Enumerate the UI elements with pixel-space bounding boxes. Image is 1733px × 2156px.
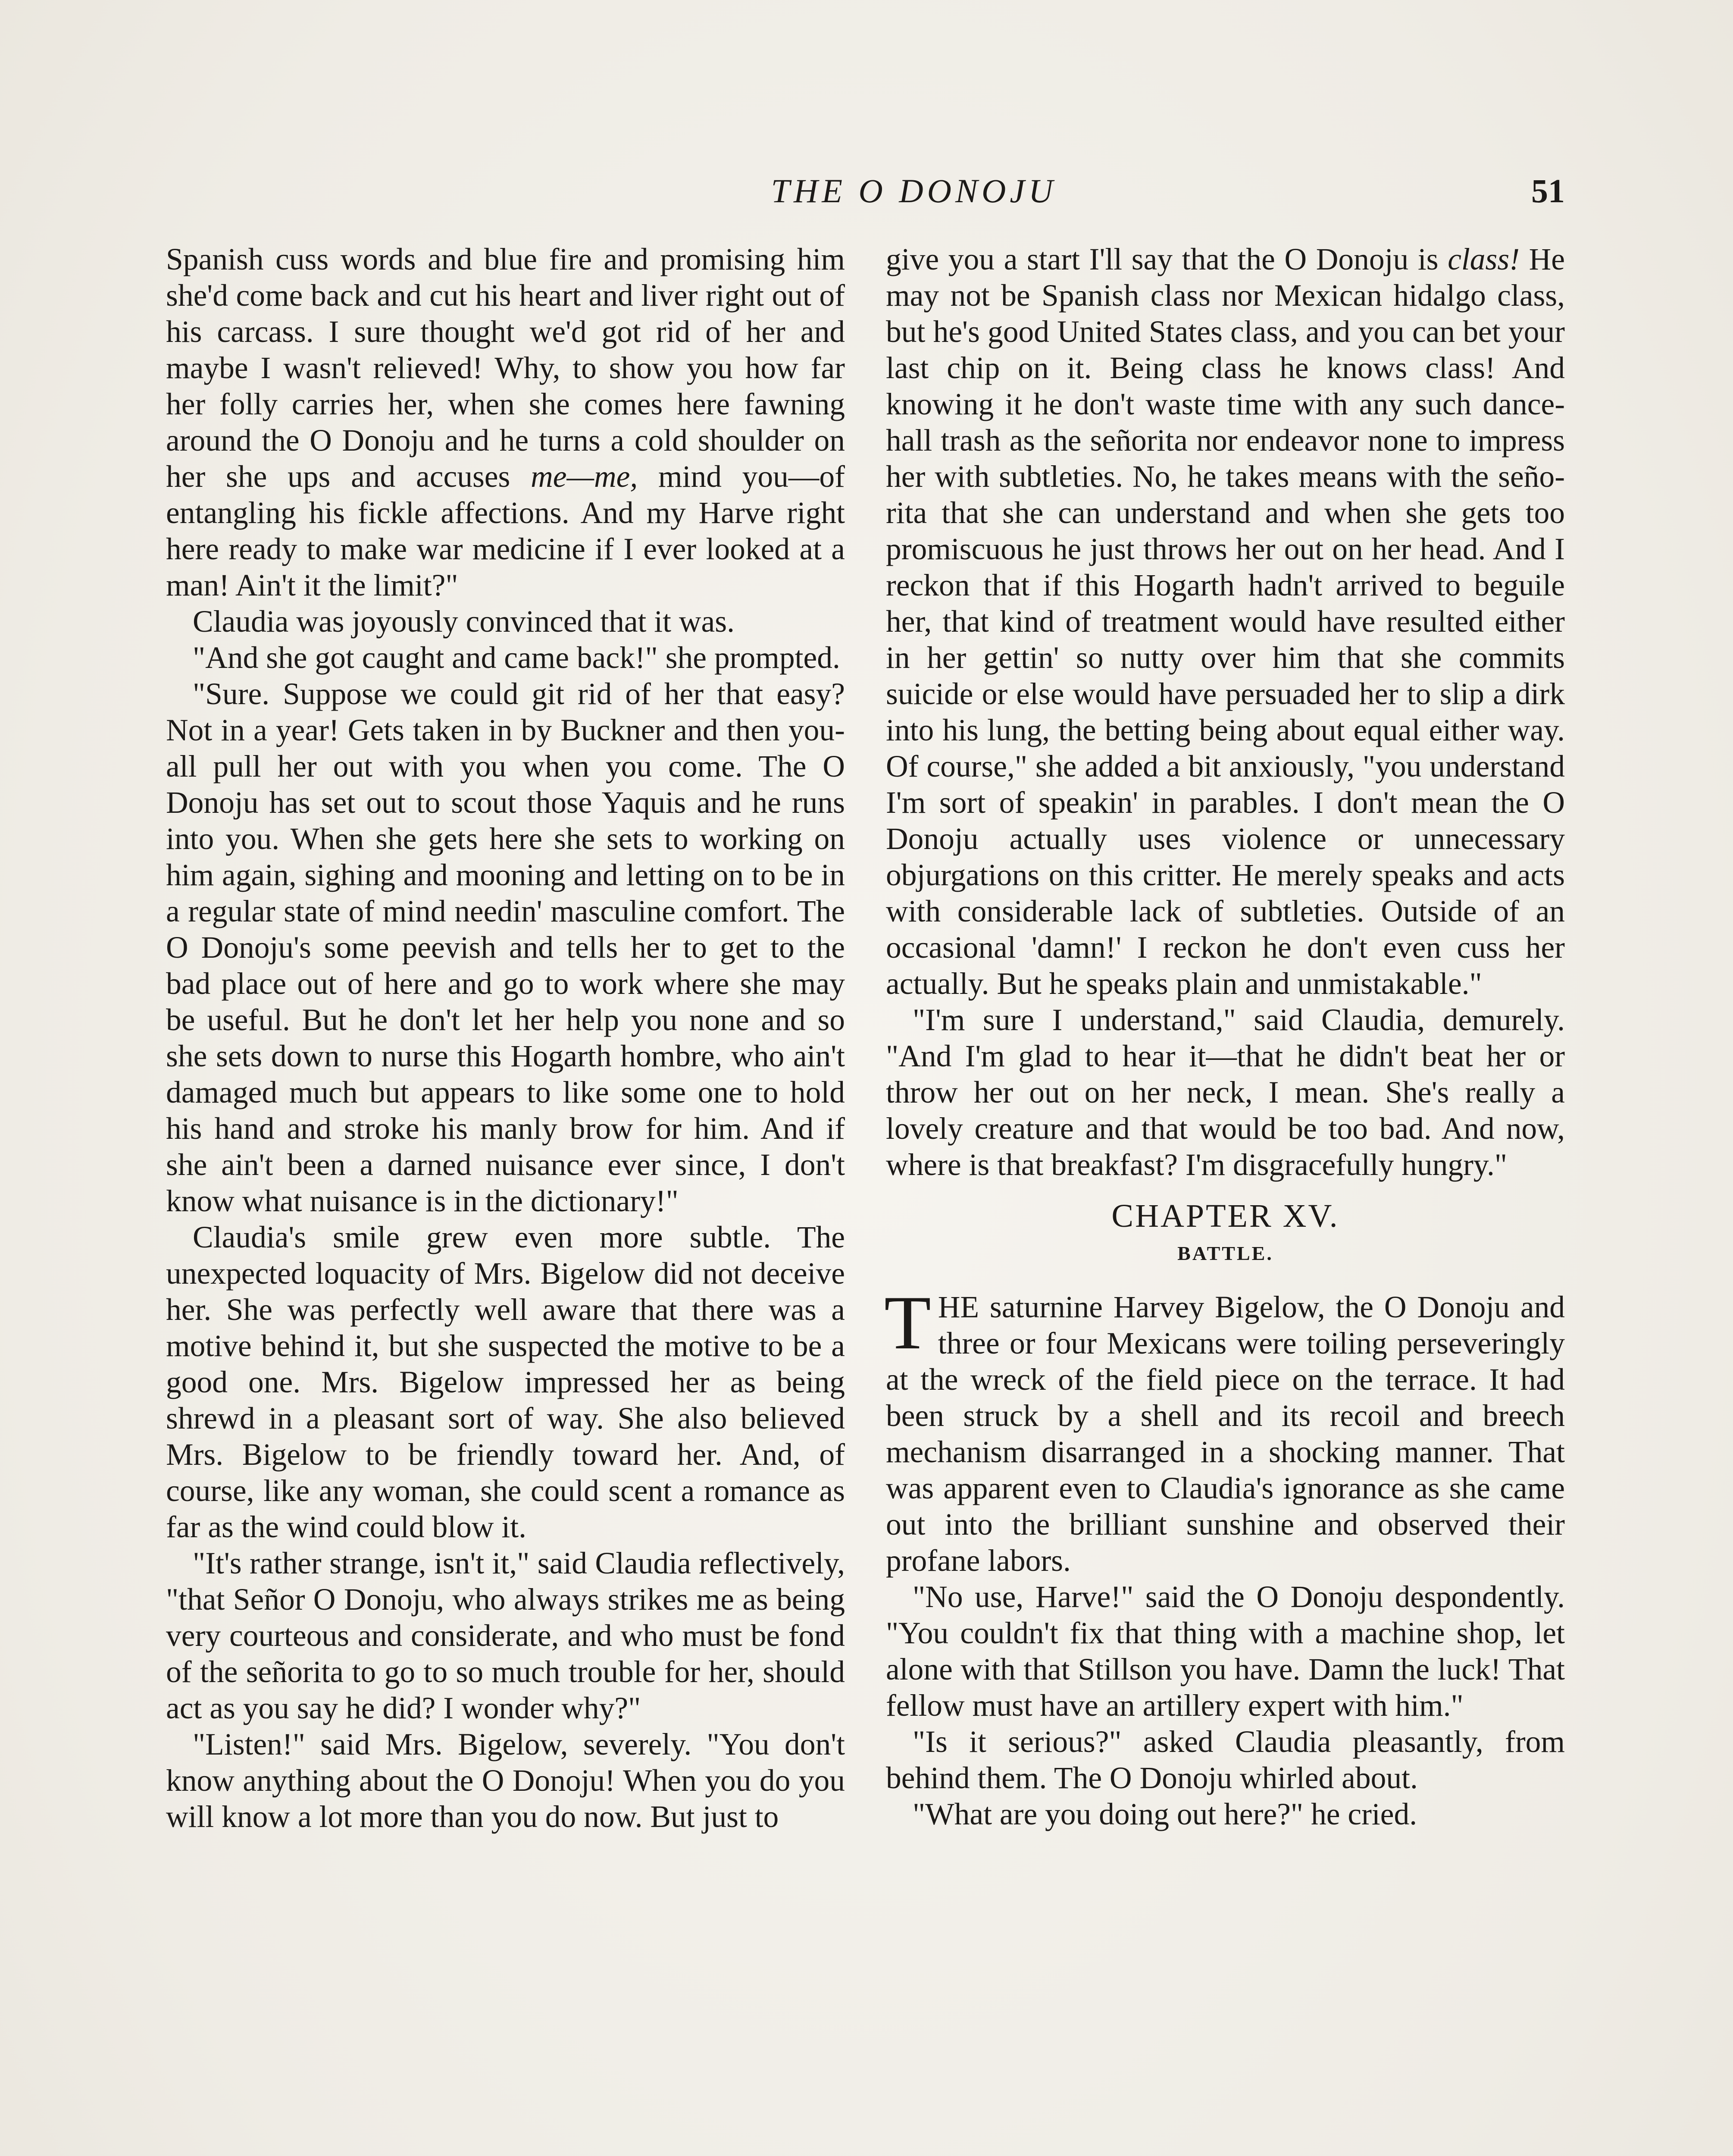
paragraph: "What are you doing out here?" he cried.	[913, 1797, 1417, 1831]
paragraph: "Is it serious?" asked Claudia pleasantly, from behind them. The O Donoju whirled about.	[886, 1725, 1565, 1795]
paragraph: Claudia was joyously convinced that it was.	[193, 605, 735, 639]
paragraph: "It's rather strange, isn't it," said Claudia reflectively, "that Señor O Donoju, who always strikes me as being very courteous and considerate, and who must be fond of the señorita to go to so much trouble for her, should act as you say he did? I wonder why?"	[166, 1546, 845, 1725]
left-column	[166, 241, 845, 1835]
paragraph: "I'm sure I understand," said Claudia, demurely. "And I'm glad to hear it—that he didn't beat her or throw her out on her neck, I mean. She's really a lovely creature and that would be too bad. And now, where is that breakfast? I'm disgracefully hungry."	[886, 1003, 1565, 1182]
paragraph: "Sure. Suppose we could git rid of her that easy? Not in a year! Gets taken in by Buckner and then you-all pull her out with you when you come. The O Donoju has set out to scout those Yaquis and he runs into you. When she gets here she sets to working on him again, sighing and mooning and letting on to be in a regular state of mind needin' masculine comfort. The O Donoju's some peevish and tells her to get to the bad place out of here and go to work where she may be useful. But he don't let her help you none and so she sets down to nurse this Hogarth hombre, who ain't damaged much but appears to like some one to hold his hand and stroke his manly brow for him. And if she ain't been a darned nuisance ever since, I don't know what nuisance is in the dictionary!"	[166, 677, 845, 1218]
paragraph-text: HE saturnine Harvey Bigelow, the O Donoju and three or four Mexicans were toiling perseveringly at the wreck of the field piece on the terrace. It had been struck by a shell and its recoil and breech mechanism disarranged in a shocking manner. That was apparent even to Claudia's ignorance as she came out into the brilliant sunshine and observed their profane labors.	[886, 1290, 1565, 1578]
right-column	[886, 241, 1565, 1833]
paragraph	[886, 241, 1565, 1002]
running-title: THE O DONOJU	[771, 172, 1057, 210]
chapter-subtitle: BATTLE.	[1177, 1242, 1273, 1264]
chapter-title: CHAPTER XV.	[1111, 1198, 1339, 1234]
emphasis-text: class!	[1448, 242, 1520, 276]
paragraph-text: Spanish cuss words and blue fire and promising him she'd come back and cut his heart and liver right out of his carcass. I sure thought we'd got rid of her and maybe I wasn't relieved! Why, to show you how far her folly carries her, when she comes here fawning around the O Donoju and he turns a cold shoulder on her she ups and accuses	[166, 242, 845, 494]
paragraph: "No use, Harve!" said the O Donoju despondently. "You couldn't fix that thing with a machine shop, let alone with that Stillson you have. Damn the luck! That fellow must have an artillery expert with him."	[886, 1580, 1565, 1723]
emphasis-text: me—me,	[531, 460, 638, 494]
paragraph: Claudia's smile grew even more subtle. The unexpected loquacity of Mrs. Bigelow did not deceive her. She was perfectly well aware that there was a motive behind it, but she suspected the motive to be a good one. Mrs. Bigelow impressed her as being shrewd in a pleasant sort of way. She also believed Mrs. Bigelow to be friendly toward her. And, of course, like any woman, she could scent a romance as far as the wind could blow it.	[166, 1220, 845, 1544]
drop-cap: T	[884, 1280, 931, 1365]
paragraph	[166, 241, 845, 604]
paragraph-text: He may not be Spanish class nor Mexican hidalgo class, but he's good United States class, and you can bet your last chip on it. Being class he knows class! And knowing it he don't waste time with any such dance-hall trash as the señorita nor endeavor none to impress her with subtleties. No, he takes means with the señorita that she can understand and when she gets too promiscuous he just throws her out on her head. And I reckon that if this Hogarth hadn't arrived to beguile her, that kind of treatment would have resulted either in her gettin' so nutty over him that she commits suicide or else would have persuaded her to slip a dirk into his lung, the betting being about equal either way. Of course," she added a bit anxiously, "you understand I'm sort of speakin' in parables. I don't mean the O Donoju actually uses violence or unnecessary objurgations on this critter. He merely speaks and acts with considerable lack of subtleties. Outside of an occasional 'damn!' I reckon he don't even cuss her actually. But he speaks plain and unmistakable."	[886, 242, 1565, 1001]
page-number: 51	[1531, 172, 1565, 210]
paragraph: "Listen!" said Mrs. Bigelow, severely. "You don't know anything about the O Donoju! When you do you will know a lot more than you do now. But just to	[166, 1727, 845, 1834]
opening-paragraph	[884, 1280, 1565, 1579]
paragraph-text: give you a start I'll say that the O Donoju is	[886, 242, 1448, 276]
running-head	[0, 172, 1733, 215]
paragraph-text: mind you—of entangling his fickle affections. And my Harve right here ready to make war medicine if I ever looked at a man! Ain't it the limit?"	[166, 460, 845, 602]
paragraph: "And she got caught and came back!" she prompted.	[193, 641, 840, 675]
